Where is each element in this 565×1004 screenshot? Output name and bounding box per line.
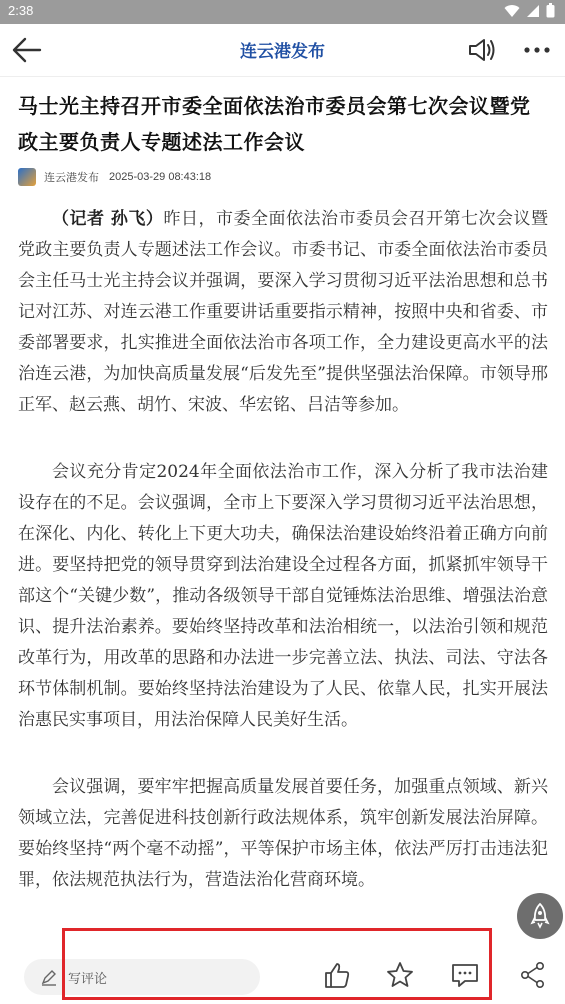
status-bar bbox=[0, 0, 565, 24]
highlight-box bbox=[62, 928, 492, 1000]
paragraph-1 bbox=[18, 204, 548, 421]
paragraph-2: 会议充分肯定2024年全面依法治市工作，深入分析了我市法治建设存在的不足。会议强调，全市上下要深入学习贯彻习近平法治思想，在深化、内化、转化上下更大功夫，确保法治建设始终沿着正确方向前进。要坚持把党的领导贯穿到法治建设全过程各方面，抓紧抓牢领导干部这个“关键少数”，推动各级领导干部自觉锤炼法治思维、增强法治意识、提升法治素养。要始终坚持改革和法治相统一，以法治引领和规范改革行为，用改革的思路和办法进一步完善立法、执法、司法、守法各环节体制机制。要始终坚持法治建设为了人民、依靠人民，扎实开展法治惠民实事项目，用法治保障人民美好生活。 bbox=[18, 462, 548, 730]
source-logo bbox=[18, 168, 36, 186]
pen-icon bbox=[40, 968, 58, 986]
article bbox=[18, 88, 548, 932]
speaker-icon[interactable] bbox=[467, 36, 497, 64]
share-icon[interactable] bbox=[518, 960, 548, 990]
comment-placeholder: 写评论 bbox=[68, 971, 108, 987]
article-title: 马士光主持召开市委全面依法治市委员会第七次会议暨党政主要负责人专题述法工作会议 bbox=[18, 94, 531, 154]
article-datetime: 2025-03-29 08:43:18 bbox=[109, 171, 212, 183]
status-time: 2:38 bbox=[8, 3, 34, 18]
wifi-icon bbox=[504, 4, 520, 18]
app-title: 连云港发布 bbox=[240, 42, 325, 62]
article-source[interactable]: 连云港发布 bbox=[44, 172, 99, 184]
app-bar bbox=[0, 24, 565, 77]
article-meta bbox=[18, 168, 548, 186]
article-body bbox=[18, 204, 548, 896]
rocket-icon bbox=[517, 893, 563, 939]
signal-icon bbox=[526, 4, 540, 18]
paragraph-1-text: 昨日，市委全面依法治市委员会召开第七次会议暨党政主要负责人专题述法工作会议。市委书记、市委全面依法治市委员会主任马士光主持会议并强调，要深入学习贯彻习近平法治思想和总书记对江苏、对连云港工作重要讲话重要指示精神，按照中央和省委、市委部署要求，扎实推进全面依法治市各项工作，全力建设更高水平的法治连云港，为加快高质量发展“后发先至”提供坚强法治保障。市领导邢正军、赵云燕、胡竹、宋波、华宏铭、吕洁等参加。 bbox=[18, 209, 549, 415]
paragraph-3: 会议强调，要牢牢把握高质量发展首要任务，加强重点领域、新兴领域立法，完善促进科技创新行政法规体系，筑牢创新发展法治屏障。要始终坚持“两个毫不动摇”，平等保护市场主体，依法严厉打击违法犯罪，依法规范执法行为，营造法治化营商环境。 bbox=[18, 777, 548, 890]
battery-icon bbox=[546, 3, 555, 18]
more-icon[interactable] bbox=[523, 38, 551, 62]
back-to-top-button[interactable] bbox=[517, 893, 563, 939]
reporter-credit: （记者 孙飞） bbox=[52, 209, 164, 229]
